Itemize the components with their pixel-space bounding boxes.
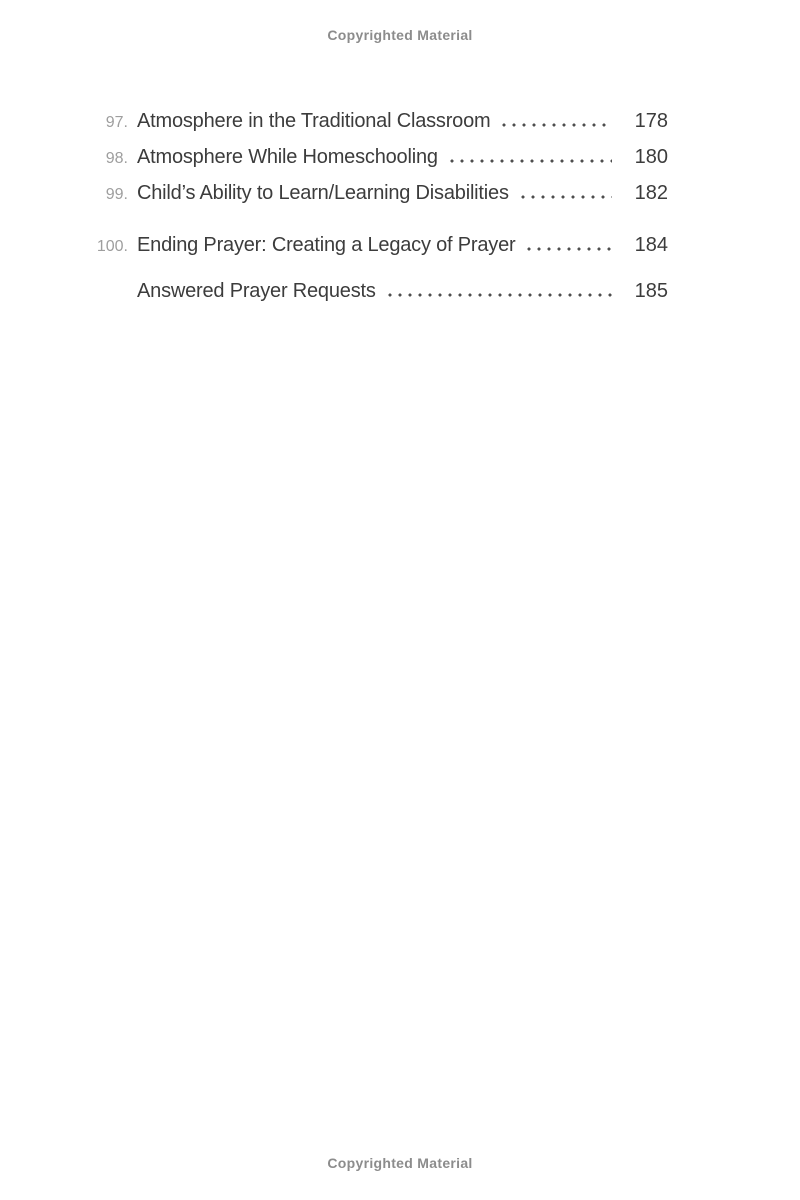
toc-entry-number: 100. xyxy=(96,238,128,255)
leader-dots xyxy=(518,194,612,199)
toc-entry-number: 98. xyxy=(105,150,128,167)
toc-entry-page: 178 xyxy=(634,110,668,132)
toc-entry xyxy=(88,103,668,139)
leader-dots xyxy=(524,246,612,251)
leader-dots xyxy=(385,292,612,297)
toc-entry-number: 99. xyxy=(105,186,128,203)
toc-entry xyxy=(88,175,668,211)
toc-entry-number: 97. xyxy=(105,114,128,131)
toc-entry xyxy=(88,273,668,309)
table-of-contents xyxy=(88,103,668,309)
toc-entry-page: 184 xyxy=(634,234,668,256)
toc-entry-title: Atmosphere While Homeschooling xyxy=(137,146,438,168)
toc-entry xyxy=(88,227,668,263)
copyright-notice-bottom: Copyrighted Material xyxy=(327,1155,473,1171)
toc-entry-page: 180 xyxy=(634,146,668,168)
leader-dots xyxy=(499,122,612,127)
toc-entry-page: 185 xyxy=(634,280,668,302)
toc-entry-title: Ending Prayer: Creating a Legacy of Prayer xyxy=(137,234,516,256)
toc-entry xyxy=(88,139,668,175)
copyright-notice-top: Copyrighted Material xyxy=(327,27,473,43)
toc-entry-page: 182 xyxy=(634,182,668,204)
toc-entry-title: Atmosphere in the Traditional Classroom xyxy=(137,110,491,132)
toc-entry-title: Child’s Ability to Learn/Learning Disabilities xyxy=(137,182,509,204)
toc-entry-title: Answered Prayer Requests xyxy=(137,280,376,302)
leader-dots xyxy=(447,158,612,163)
